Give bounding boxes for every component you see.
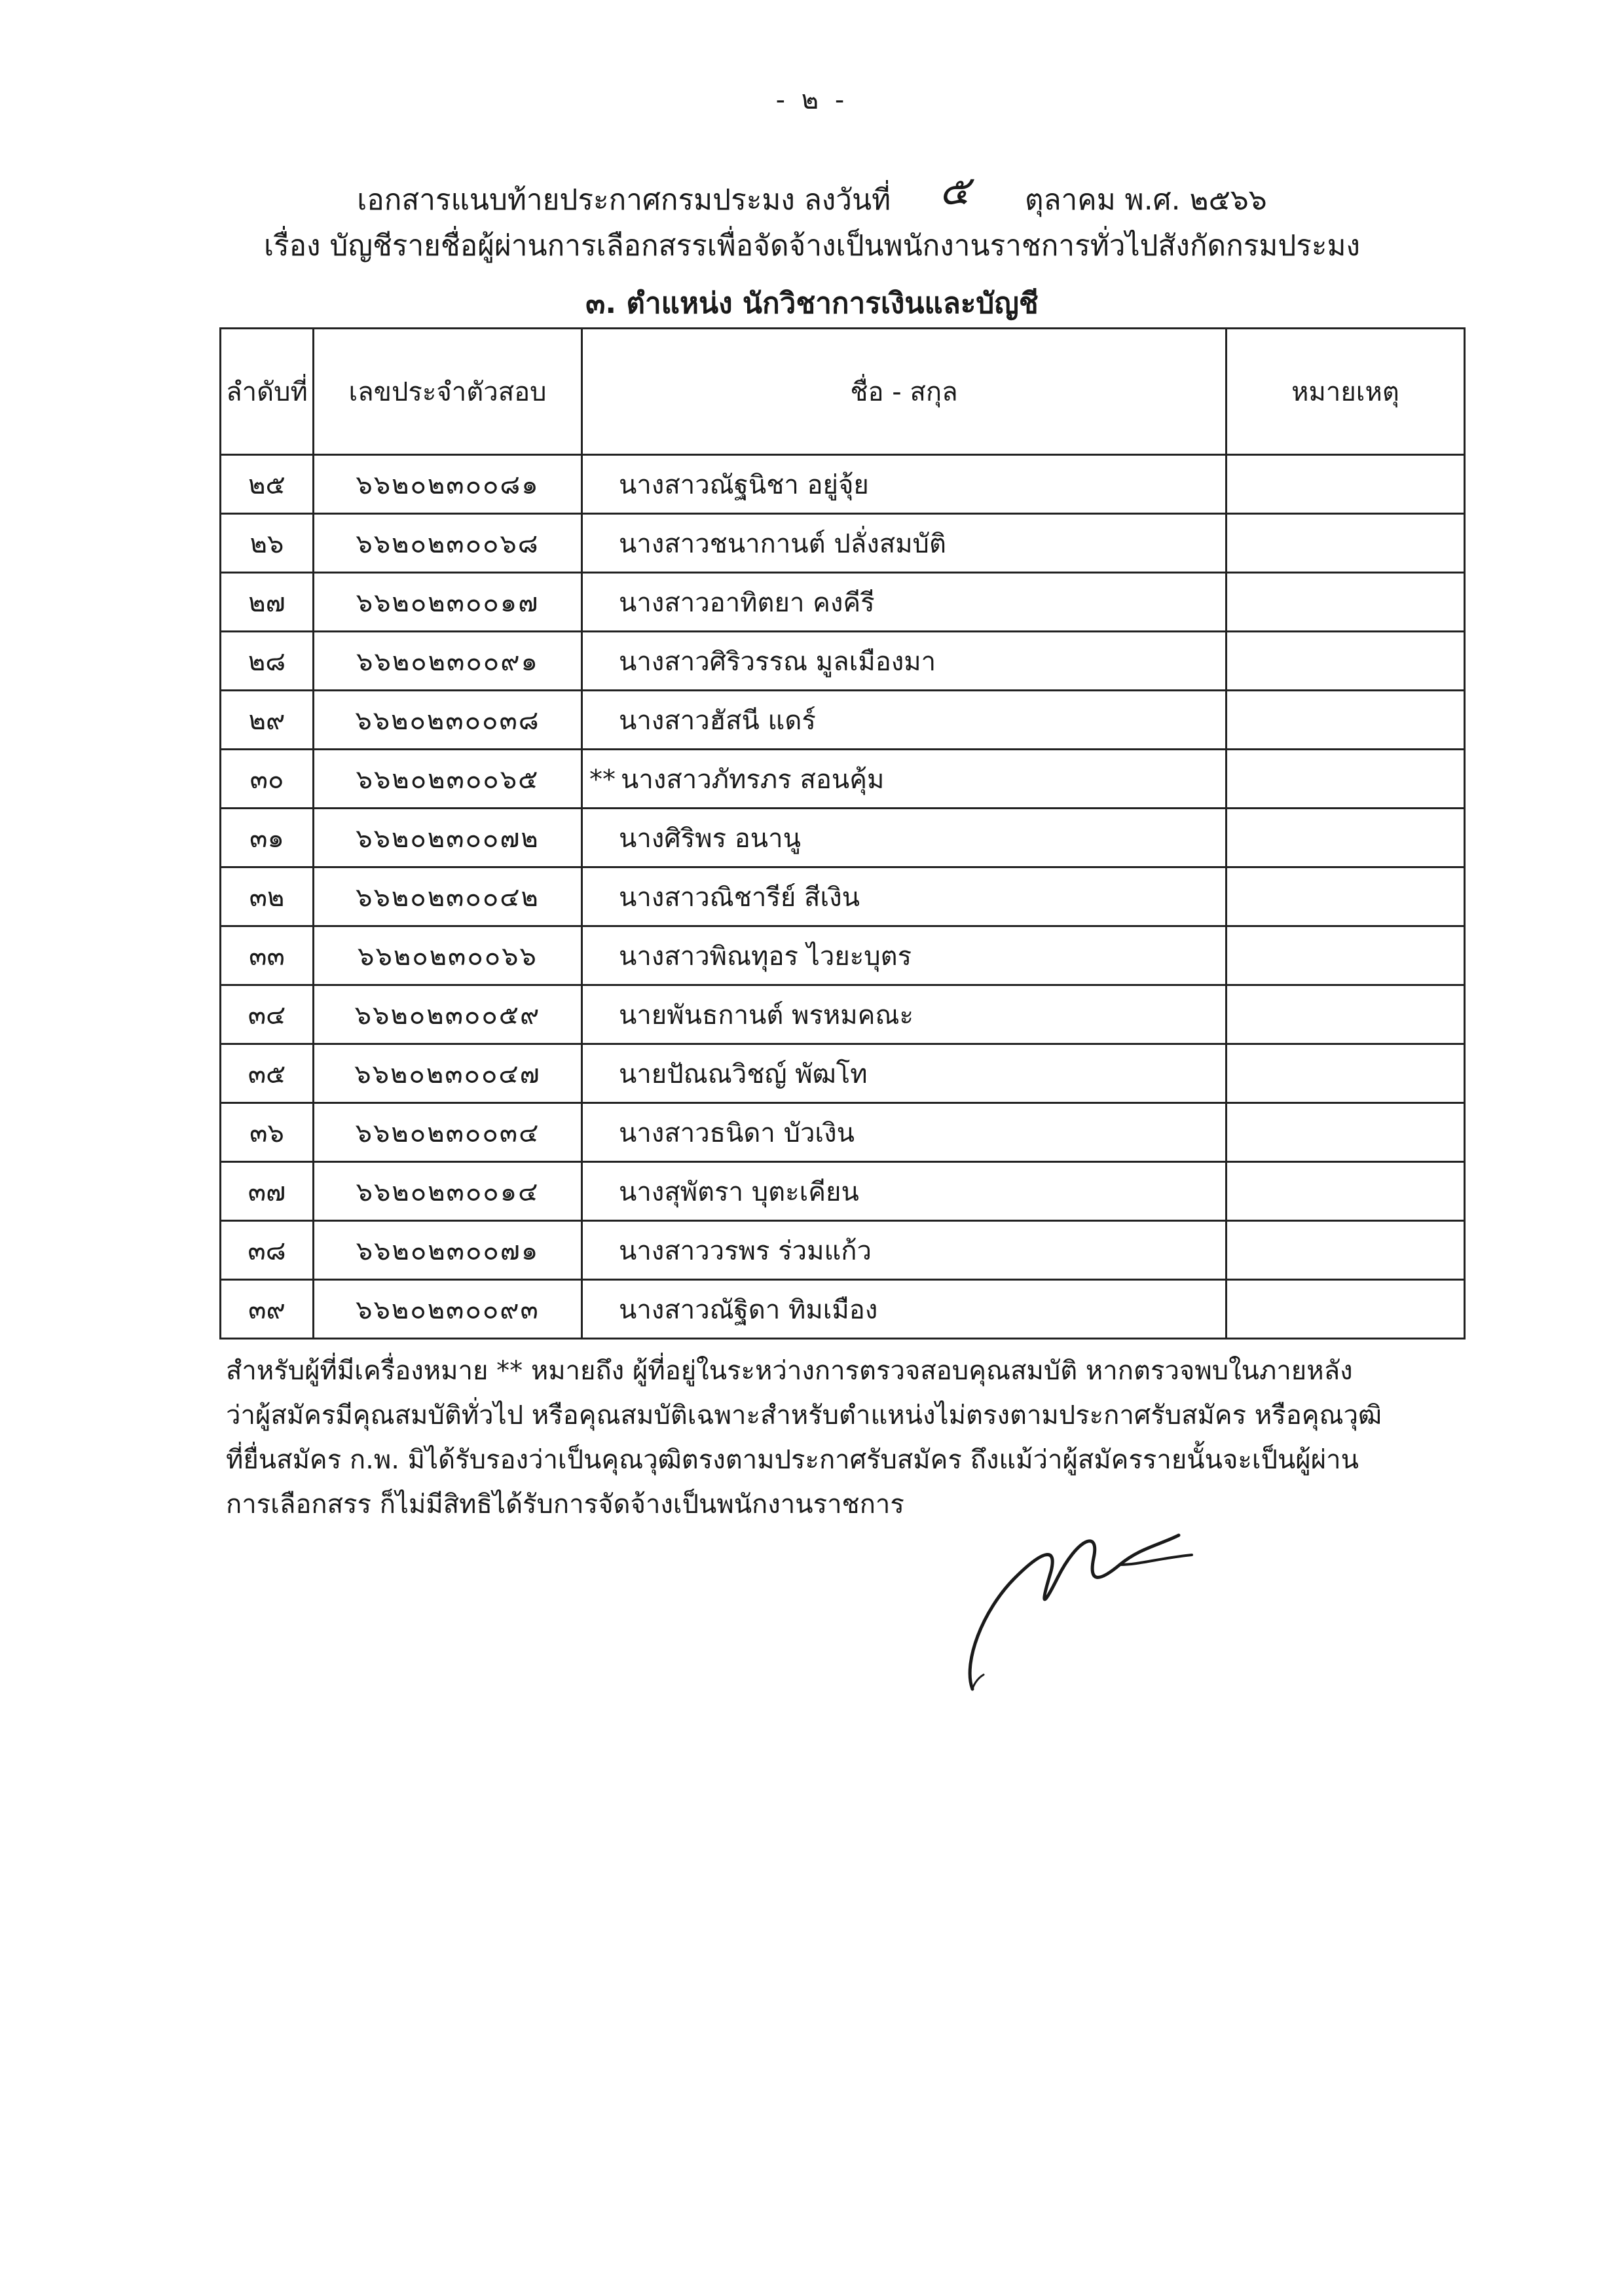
pending-verification-mark: ** — [589, 764, 616, 795]
candidate-name: นางสาววรพร ร่วมแก้ว — [619, 1235, 872, 1266]
seq-cell: ๒๖ — [221, 514, 314, 573]
candidate-name: นางสาวฮัสนี แดร์ — [619, 705, 816, 736]
table-row — [221, 809, 1465, 867]
candidate-name: นางศิริพร อนานู — [619, 823, 801, 854]
results-table — [219, 327, 1466, 1339]
candidate-name: นางสาวอาทิตยา คงคีรี — [619, 587, 875, 618]
note-cell — [1227, 926, 1465, 985]
seq-cell: ๓๐ — [221, 750, 314, 809]
exam-id-cell: ๖๖๒๐๒๓๐๐๕๙ — [314, 985, 582, 1044]
seq-cell: ๓๘ — [221, 1221, 314, 1280]
candidate-name: นางสาวณัฐนิชา อยู่จุ้ย — [619, 469, 869, 500]
name-cell — [582, 691, 1227, 750]
seq-cell: ๓๒ — [221, 867, 314, 926]
candidate-name: นางสุพัตรา บุตะเคียน — [619, 1176, 859, 1207]
seq-cell: ๒๕ — [221, 455, 314, 514]
name-cell — [582, 1162, 1227, 1221]
table-row — [221, 926, 1465, 985]
candidate-name: นางสาวพิณทุอร ไวยะบุตร — [619, 941, 912, 972]
name-cell — [582, 926, 1227, 985]
footnote-line: สำหรับผู้ที่มีเครื่องหมาย ** หมายถึง ผู้ที่อยู่ในระหว่างการตรวจสอบคุณสมบัติ หากตรวจพบในภายหลัง — [226, 1356, 1353, 1386]
note-cell — [1227, 1280, 1465, 1339]
table-row — [221, 1280, 1465, 1339]
name-cell — [582, 455, 1227, 514]
name-cell — [582, 985, 1227, 1044]
name-cell — [582, 809, 1227, 867]
seq-cell: ๓๙ — [221, 1280, 314, 1339]
candidate-name: นางสาวณัฐิดา ทิมเมือง — [619, 1294, 878, 1325]
footnote-line: ที่ยื่นสมัคร ก.พ. มิได้รับรองว่าเป็นคุณวุฒิตรงตามประกาศรับสมัคร ถึงแม้ว่าผู้สมัครรายนั้นจะเป็นผู้ผ่าน — [226, 1445, 1359, 1475]
note-cell — [1227, 455, 1465, 514]
note-cell — [1227, 750, 1465, 809]
note-cell — [1227, 985, 1465, 1044]
seq-cell: ๓๑ — [221, 809, 314, 867]
position-title: ๓. ตำแหน่ง นักวิชาการเงินและบัญชี — [585, 287, 1039, 320]
exam-id-cell: ๖๖๒๐๒๓๐๐๓๔ — [314, 1103, 582, 1162]
column-header-name: ชื่อ - สกุล — [582, 329, 1227, 455]
table-row — [221, 1162, 1465, 1221]
table-row — [221, 455, 1465, 514]
footnote-line: ว่าผู้สมัครมีคุณสมบัติทั่วไป หรือคุณสมบัติเฉพาะสำหรับตำแหน่งไม่ตรงตามประกาศรับสมัคร หรือคุณวุฒิ — [226, 1400, 1382, 1430]
note-cell — [1227, 1044, 1465, 1103]
name-cell — [582, 1221, 1227, 1280]
table-header-row — [221, 329, 1465, 455]
exam-id-cell: ๖๖๒๐๒๓๐๐๖๖ — [314, 926, 582, 985]
candidate-name: นางสาวธนิดา บัวเงิน — [619, 1118, 855, 1148]
handwritten-day: ๕ — [939, 166, 970, 214]
announcement-date-suffix: ตุลาคม พ.ศ. ๒๕๖๖ — [1025, 183, 1267, 217]
candidate-name: นางสาวศิริวรรณ มูลเมืองมา — [619, 646, 936, 677]
note-cell — [1227, 1162, 1465, 1221]
seq-cell: ๓๗ — [221, 1162, 314, 1221]
subject-line: เรื่อง บัญชีรายชื่อผู้ผ่านการเลือกสรรเพื่อจัดจ้างเป็นพนักงานราชการทั่วไปสังกัดกรมประมง — [263, 229, 1361, 263]
name-cell — [582, 632, 1227, 691]
exam-id-cell: ๖๖๒๐๒๓๐๐๔๗ — [314, 1044, 582, 1103]
table-row — [221, 691, 1465, 750]
note-cell — [1227, 632, 1465, 691]
name-cell — [582, 1280, 1227, 1339]
handwritten-signature — [943, 1467, 1225, 1702]
note-cell — [1227, 867, 1465, 926]
note-cell — [1227, 514, 1465, 573]
exam-id-cell: ๖๖๒๐๒๓๐๐๘๑ — [314, 455, 582, 514]
exam-id-cell: ๖๖๒๐๒๓๐๐๑๔ — [314, 1162, 582, 1221]
exam-id-cell: ๖๖๒๐๒๓๐๐๖๘ — [314, 514, 582, 573]
column-header-seq: ลำดับที่ — [221, 329, 314, 455]
note-cell — [1227, 809, 1465, 867]
seq-cell: ๓๕ — [221, 1044, 314, 1103]
seq-cell: ๓๓ — [221, 926, 314, 985]
column-header-exam-id: เลขประจำตัวสอบ — [314, 329, 582, 455]
candidate-name: นายปัณณวิชญ์ พัฒโท — [619, 1059, 868, 1089]
exam-id-cell: ๖๖๒๐๒๓๐๐๖๕ — [314, 750, 582, 809]
table-row — [221, 1103, 1465, 1162]
announcement-header — [0, 164, 1624, 228]
exam-id-cell: ๖๖๒๐๒๓๐๐๙๓ — [314, 1280, 582, 1339]
candidate-name: นายพันธกานต์ พรหมคณะ — [619, 1000, 914, 1030]
name-cell — [582, 514, 1227, 573]
name-cell — [582, 1103, 1227, 1162]
name-cell — [582, 867, 1227, 926]
footnote-line: การเลือกสรร ก็ไม่มีสิทธิได้รับการจัดจ้างเป็นพนักงานราชการ — [226, 1489, 904, 1520]
note-cell — [1227, 1221, 1465, 1280]
name-cell — [582, 750, 1227, 809]
table-row — [221, 514, 1465, 573]
table-row — [221, 750, 1465, 809]
table-row — [221, 1044, 1465, 1103]
page-number: - ๒ - — [775, 85, 849, 115]
name-cell — [582, 573, 1227, 632]
table-row — [221, 573, 1465, 632]
announcement-date-prefix: เอกสารแนบท้ายประกาศกรมประมง ลงวันที่ — [357, 183, 891, 217]
table-row — [221, 632, 1465, 691]
exam-id-cell: ๖๖๒๐๒๓๐๐๔๒ — [314, 867, 582, 926]
seq-cell: ๓๖ — [221, 1103, 314, 1162]
candidate-name: นางสาวณิชารีย์ สีเงิน — [619, 882, 860, 913]
exam-id-cell: ๖๖๒๐๒๓๐๐๓๘ — [314, 691, 582, 750]
table-row — [221, 867, 1465, 926]
exam-id-cell: ๖๖๒๐๒๓๐๐๑๗ — [314, 573, 582, 632]
exam-id-cell: ๖๖๒๐๒๓๐๐๗๑ — [314, 1221, 582, 1280]
seq-cell: ๒๗ — [221, 573, 314, 632]
seq-cell: ๒๘ — [221, 632, 314, 691]
note-cell — [1227, 573, 1465, 632]
candidate-name: นางสาวชนากานต์ ปลั่งสมบัติ — [619, 528, 946, 559]
note-cell — [1227, 1103, 1465, 1162]
exam-id-cell: ๖๖๒๐๒๓๐๐๗๒ — [314, 809, 582, 867]
column-header-note: หมายเหตุ — [1227, 329, 1465, 455]
note-cell — [1227, 691, 1465, 750]
name-cell — [582, 1044, 1227, 1103]
table-row — [221, 1221, 1465, 1280]
seq-cell: ๒๙ — [221, 691, 314, 750]
seq-cell: ๓๔ — [221, 985, 314, 1044]
exam-id-cell: ๖๖๒๐๒๓๐๐๙๑ — [314, 632, 582, 691]
candidate-name: นางสาวภัทรภร สอนคุ้ม — [621, 764, 885, 795]
table-row — [221, 985, 1465, 1044]
